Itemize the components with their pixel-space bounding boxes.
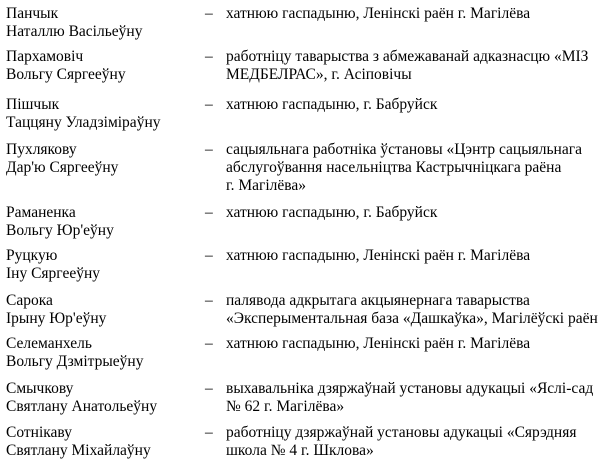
given-names: Вольгу Юр'еўну <box>6 222 114 239</box>
description-line: «Эксперыментальная база «Дашкаўка», Магілёўскі раён <box>226 310 598 327</box>
list-item <box>6 380 609 424</box>
dash-separator: – <box>205 380 213 397</box>
given-names: Святлану Анатольеўну <box>6 398 158 415</box>
description-line: палявода адкрытага акцыянернага таварыства <box>226 292 530 309</box>
description-line: работніцу таварыства з абмежаванай адказнасцю «МІЗ <box>226 48 589 65</box>
surname: Сотнікаву <box>6 424 72 441</box>
person-description <box>226 141 609 195</box>
person-description <box>226 380 609 416</box>
person-description <box>226 48 609 84</box>
person-name <box>6 5 206 41</box>
given-names: Наталлю Васільеўну <box>6 23 143 40</box>
person-name <box>6 204 206 240</box>
description-line: работніцу дзяржаўнай установы адукацыі «Сярэдняя <box>226 424 577 441</box>
description-line: хатнюю гаспадыню, Ленінскі раён г. Магілёва <box>226 335 531 352</box>
person-name <box>6 247 206 283</box>
list-item <box>6 48 609 96</box>
dash-separator: – <box>205 141 213 158</box>
given-names: Вольгу Сяргееўну <box>6 66 126 83</box>
description-line: абслугоўвання насельніцтва Кастрычніцкага раёна <box>226 159 562 176</box>
description-line: хатнюю гаспадыню, Ленінскі раён г. Магілёва <box>226 247 531 264</box>
given-names: Іну Сяргееўну <box>6 265 101 282</box>
person-description <box>226 5 609 23</box>
person-name <box>6 48 206 84</box>
dash-separator: – <box>205 292 213 309</box>
description-line: хатнюю гаспадыню, г. Бабруйск <box>226 96 438 113</box>
person-description <box>226 335 609 353</box>
dash-separator: – <box>205 204 213 221</box>
person-name <box>6 424 206 460</box>
given-names: Таццяну Уладзіміраўну <box>6 114 161 131</box>
list-item <box>6 424 609 464</box>
dash-separator: – <box>205 335 213 352</box>
person-name <box>6 292 206 328</box>
person-description <box>226 292 609 328</box>
surname: Раманенка <box>6 204 76 221</box>
person-description <box>226 96 609 114</box>
surname: Пархамовіч <box>6 48 84 65</box>
list-item <box>6 5 609 48</box>
person-name <box>6 380 206 416</box>
dash-separator: – <box>205 96 213 113</box>
description-line: хатнюю гаспадыню, г. Бабруйск <box>226 204 438 221</box>
dash-separator: – <box>205 247 213 264</box>
surname: Панчык <box>6 5 59 22</box>
description-line: сацыяльнага работніка ўстановы «Цэнтр сацыяльнага <box>226 141 582 158</box>
person-description <box>226 424 609 460</box>
description-line: г. Магілёва» <box>226 177 307 194</box>
description-line: выхавальніка дзяржаўнай установы адукацыі «Яслі-сад <box>226 380 594 397</box>
description-line: хатнюю гаспадыню, Ленінскі раён г. Магілёва <box>226 5 531 22</box>
person-description <box>226 247 609 265</box>
surname: Пухлякову <box>6 141 77 158</box>
given-names: Дар'ю Сяргееўну <box>6 159 119 176</box>
description-line: школа № 4 г. Шклова» <box>226 442 374 459</box>
list-item <box>6 292 609 335</box>
dash-separator: – <box>205 48 213 65</box>
award-list <box>6 5 609 464</box>
person-description <box>226 204 609 222</box>
list-item <box>6 247 609 292</box>
list-item <box>6 204 609 247</box>
description-line: № 62 г. Магілёва» <box>226 398 345 415</box>
given-names: Ірыну Юр'еўну <box>6 310 107 327</box>
person-name <box>6 335 206 371</box>
list-item <box>6 141 609 204</box>
person-name <box>6 141 206 177</box>
description-line: МЕДБЕЛРАС», г. Асіповічы <box>226 66 412 83</box>
given-names: Вольгу Дзмітрыеўну <box>6 353 144 370</box>
surname: Сарока <box>6 292 53 309</box>
person-name <box>6 96 206 132</box>
surname: Смычкову <box>6 380 74 397</box>
surname: Руцкую <box>6 247 58 264</box>
surname: Селеманхель <box>6 335 92 352</box>
dash-separator: – <box>205 424 213 441</box>
given-names: Святлану Міхайлаўну <box>6 442 151 459</box>
surname: Пішчык <box>6 96 60 113</box>
list-item <box>6 335 609 380</box>
dash-separator: – <box>205 5 213 22</box>
list-item <box>6 96 609 141</box>
